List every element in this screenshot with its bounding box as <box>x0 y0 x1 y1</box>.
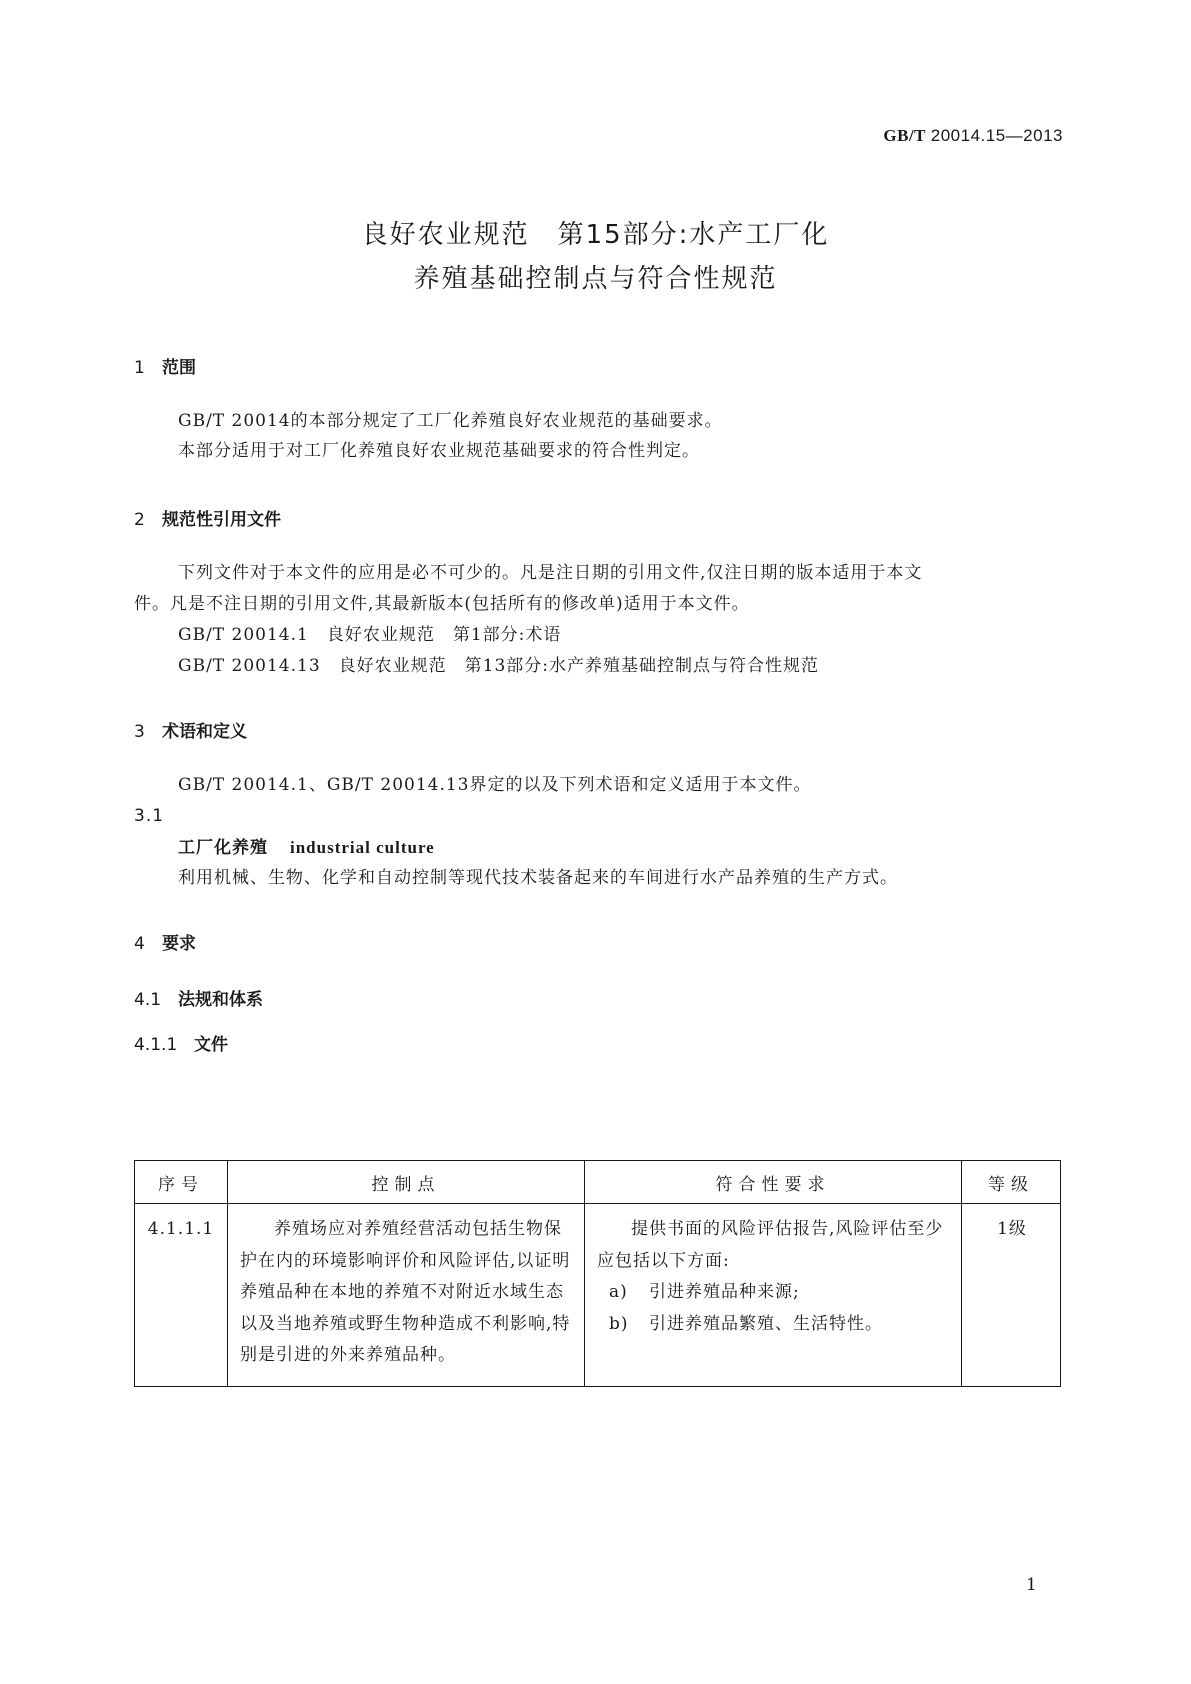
header-seq: 序号 <box>135 1161 228 1204</box>
table-header-row <box>135 1161 1061 1204</box>
section-1-para-2: 本部分适用于对工厂化养殖良好农业规范基础要求的符合性判定。 <box>178 441 700 461</box>
requirements-table <box>134 1160 1061 1387</box>
header-level: 等级 <box>962 1161 1061 1204</box>
cell-requirement <box>585 1204 962 1387</box>
standard-code <box>883 126 1063 146</box>
section-4-heading: 4 要求 <box>134 934 196 954</box>
term-chinese: 工厂化养殖 <box>178 838 268 858</box>
reference-2: GB/T 20014.13 良好农业规范 第13部分:水产养殖基础控制点与符合性规范 <box>178 656 820 676</box>
cell-seq: 4.1.1.1 <box>135 1204 228 1387</box>
section-1-para-1: GB/T 20014的本部分规定了工厂化养殖良好农业规范的基础要求。 <box>178 411 723 431</box>
term-entry <box>178 832 435 864</box>
section-3-para-1: GB/T 20014.1、GB/T 20014.13界定的以及下列术语和定义适用于本文件。 <box>178 775 812 795</box>
title-line-1: 良好农业规范 第15部分:水产工厂化 <box>361 220 830 250</box>
requirement-item-b: b) 引进养殖品繁殖、生活特性。 <box>609 1313 883 1334</box>
section-2-heading: 2 规范性引用文件 <box>134 510 281 530</box>
cell-level: 1级 <box>962 1204 1061 1387</box>
term-definition: 利用机械、生物、化学和自动控制等现代技术装备起来的车间进行水产品养殖的生产方式。 <box>178 868 898 888</box>
section-4-1-heading: 4.1 法规和体系 <box>134 990 263 1010</box>
header-control-point: 控制点 <box>228 1161 585 1204</box>
code-prefix: GB/T <box>883 126 927 145</box>
section-2-para-1-cont: 件。凡是不注日期的引用文件,其最新版本(包括所有的修改单)适用于本文件。 <box>134 594 750 614</box>
subsection-3-1-number: 3.1 <box>134 806 165 826</box>
section-3-heading: 3 术语和定义 <box>134 722 247 742</box>
page-number: 1 <box>1026 1575 1037 1595</box>
requirement-item-a: a) 引进养殖品种来源; <box>609 1282 800 1302</box>
header-requirement: 符合性要求 <box>585 1161 962 1204</box>
section-4-1-1-heading: 4.1.1 文件 <box>134 1035 228 1055</box>
section-1-heading: 1 范围 <box>134 358 196 378</box>
title-line-2: 养殖基础控制点与符合性规范 <box>413 264 778 294</box>
requirement-intro: 提供书面的风险评估报告,风险评估至少应包括以下方面: <box>597 1219 944 1271</box>
table-row <box>135 1204 1061 1387</box>
term-english: industrial culture <box>290 838 435 857</box>
code-number: 20014.15—2013 <box>930 126 1063 145</box>
reference-1: GB/T 20014.1 良好农业规范 第1部分:术语 <box>178 625 562 645</box>
section-2-para-1: 下列文件对于本文件的应用是必不可少的。凡是注日期的引用文件,仅注日期的版本适用于本文 <box>178 563 923 583</box>
cell-control-point: 养殖场应对养殖经营活动包括生物保护在内的环境影响评价和风险评估,以证明养殖品种在本地的养殖不对附近水域生态以及当地养殖或野生物种造成不利影响,特别是引进的外来养殖品种。 <box>228 1204 585 1387</box>
